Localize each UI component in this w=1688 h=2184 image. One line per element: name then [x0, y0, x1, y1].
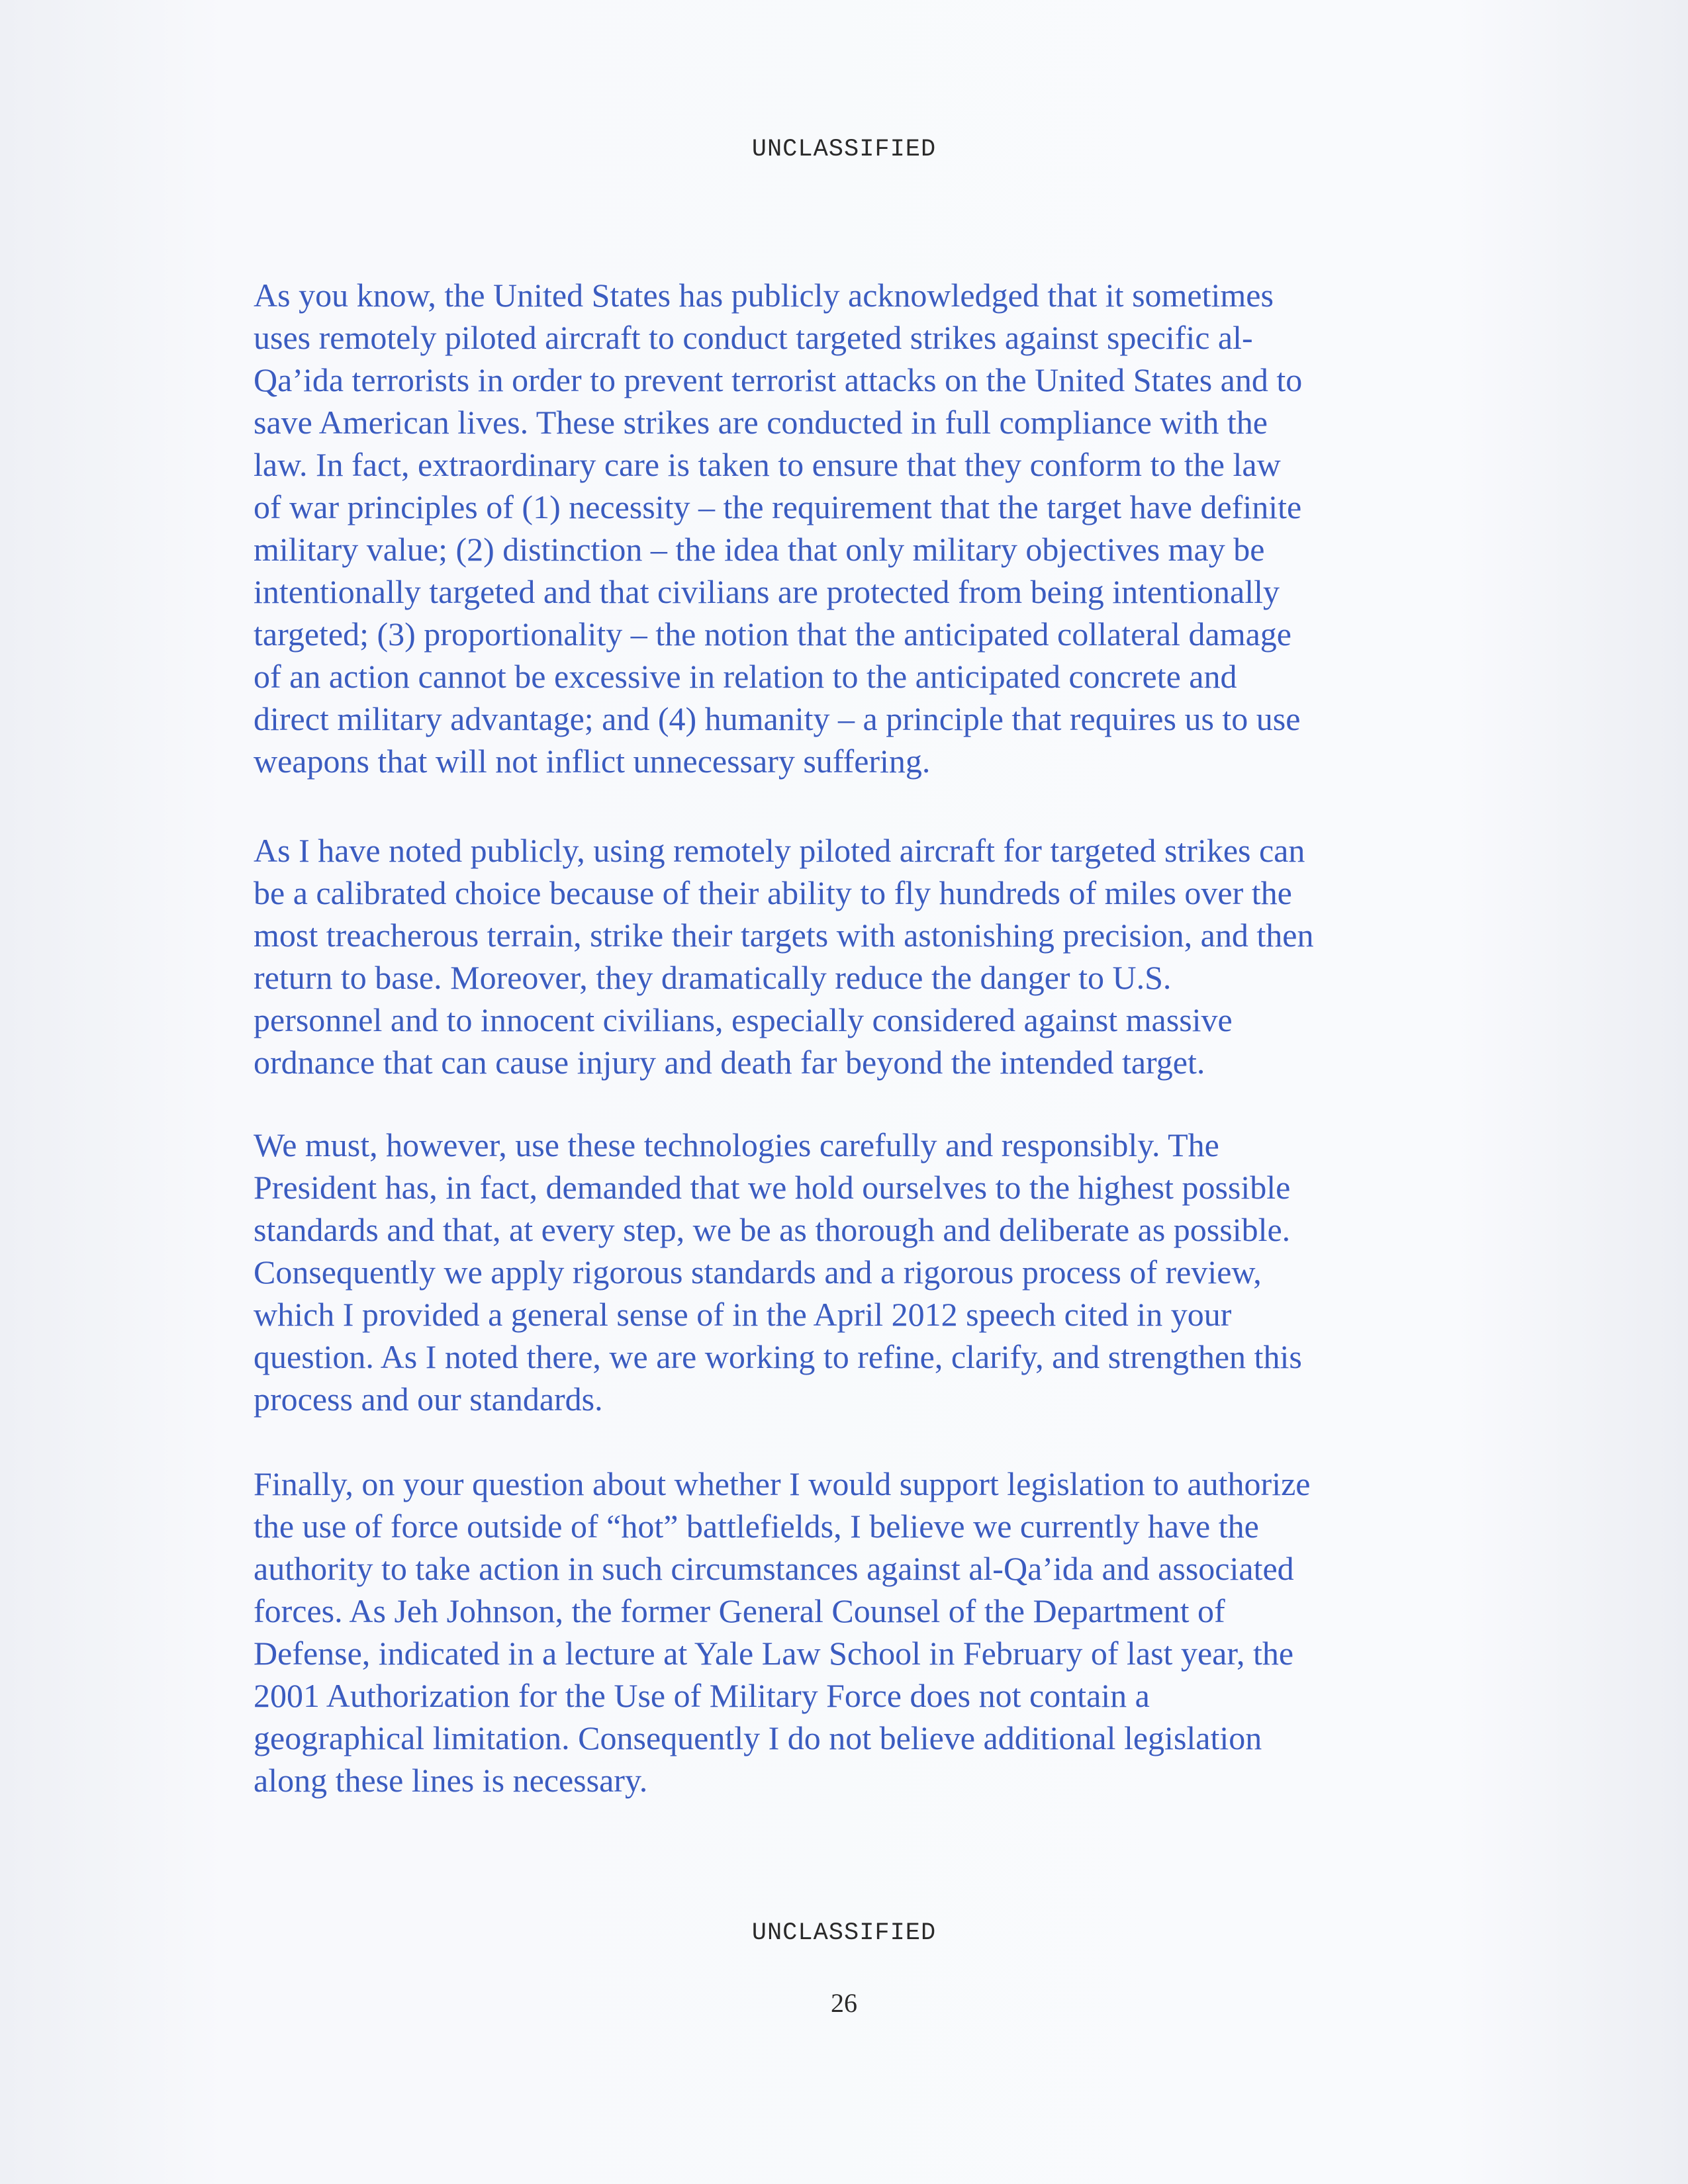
text-line: personnel and to innocent civilians, especially considered against massive: [254, 1001, 1233, 1038]
text-line: most treacherous terrain, strike their targets with astonishing precision, and then: [254, 917, 1314, 954]
text-line: 2001 Authorization for the Use of Military Force does not contain a: [254, 1677, 1150, 1714]
text-line: which I provided a general sense of in the April 2012 speech cited in your: [254, 1296, 1232, 1333]
paragraph: [254, 1124, 1302, 1420]
text-line: Defense, indicated in a lecture at Yale Law School in February of last year, the: [254, 1635, 1294, 1672]
text-line: along these lines is necessary.: [254, 1762, 648, 1799]
text-line: standards and that, at every step, we be as thorough and deliberate as possible.: [254, 1211, 1291, 1248]
text-line: ordnance that can cause injury and death far beyond the intended target.: [254, 1044, 1205, 1081]
text-line: the use of force outside of “hot” battlefields, I believe we currently have the: [254, 1508, 1259, 1545]
text-line: As I have noted publicly, using remotely piloted aircraft for targeted strikes can: [254, 832, 1305, 869]
text-line: forces. As Jeh Johnson, the former General Counsel of the Department of: [254, 1592, 1225, 1629]
text-line: be a calibrated choice because of their ability to fly hundreds of miles over the: [254, 874, 1292, 911]
text-line: law. In fact, extraordinary care is taken to ensure that they conform to the law: [254, 446, 1281, 483]
text-line: Qa’ida terrorists in order to prevent terrorist attacks on the United States and to: [254, 361, 1303, 398]
text-line: geographical limitation. Consequently I do not believe additional legislation: [254, 1719, 1262, 1756]
paragraph: [254, 829, 1313, 1083]
paragraph: [254, 1463, 1310, 1801]
page-number: 26: [831, 1988, 857, 2018]
text-line: of an action cannot be excessive in relation to the anticipated concrete and: [254, 658, 1237, 695]
text-line: direct military advantage; and (4) humanity – a principle that requires us to use: [254, 700, 1301, 737]
header-classification-marking: UNCLASSIFIED: [751, 136, 937, 163]
text-line: military value; (2) distinction – the idea that only military objectives may be: [254, 531, 1265, 568]
text-line: Finally, on your question about whether I would support legislation to authorize: [254, 1465, 1311, 1502]
text-line: Consequently we apply rigorous standards and a rigorous process of review,: [254, 1253, 1262, 1291]
footer-classification-marking: UNCLASSIFIED: [751, 1919, 937, 1947]
paragraph: [254, 274, 1302, 782]
text-line: question. As I noted there, we are working to refine, clarify, and strengthen this: [254, 1338, 1302, 1375]
text-line: We must, however, use these technologies carefully and responsibly. The: [254, 1126, 1219, 1163]
text-line: intentionally targeted and that civilians are protected from being intentionally: [254, 573, 1280, 610]
text-line: weapons that will not inflict unnecessary suffering.: [254, 743, 931, 780]
text-line: President has, in fact, demanded that we hold ourselves to the highest possible: [254, 1169, 1291, 1206]
text-line: return to base. Moreover, they dramatically reduce the danger to U.S.: [254, 959, 1172, 996]
text-line: As you know, the United States has publicly acknowledged that it sometimes: [254, 277, 1274, 314]
text-line: save American lives. These strikes are conducted in full compliance with the: [254, 404, 1268, 441]
text-line: uses remotely piloted aircraft to conduct targeted strikes against specific al-: [254, 319, 1253, 356]
text-line: of war principles of (1) necessity – the requirement that the target have definite: [254, 488, 1302, 525]
text-line: authority to take action in such circumstances against al-Qa’ida and associated: [254, 1550, 1294, 1587]
text-line: targeted; (3) proportionality – the notion that the anticipated collateral damage: [254, 615, 1291, 653]
text-line: process and our standards.: [254, 1381, 603, 1418]
